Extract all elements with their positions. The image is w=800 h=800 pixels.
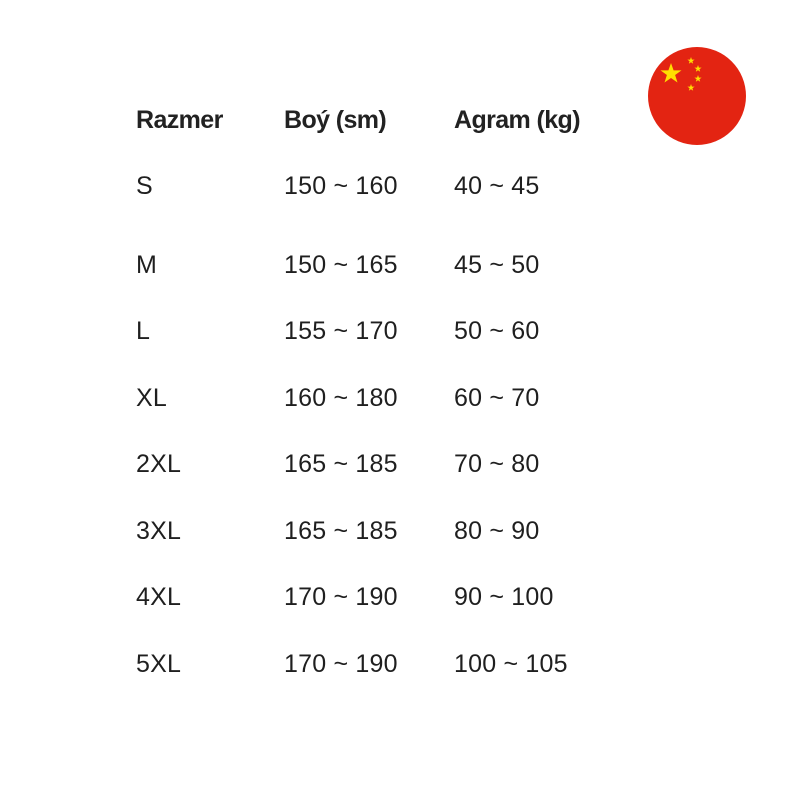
size-cell: M — [136, 250, 158, 279]
height-cell: 150 ~ 165 — [284, 250, 398, 279]
size-cell: S — [136, 171, 153, 200]
table-row — [136, 365, 614, 432]
weight-cell: 60 ~ 70 — [454, 383, 540, 412]
weight-cell: 50 ~ 60 — [454, 317, 540, 346]
weight-cell: 70 ~ 80 — [454, 450, 540, 479]
size-cell: L — [136, 317, 151, 346]
table-row — [136, 232, 614, 299]
table-row — [136, 299, 614, 366]
size-cell: 5XL — [136, 649, 182, 678]
height-cell: 165 ~ 185 — [284, 516, 398, 545]
header-size: Razmer — [136, 105, 223, 134]
height-cell: 160 ~ 180 — [284, 383, 398, 412]
weight-cell: 80 ~ 90 — [454, 516, 540, 545]
header-weight: Agram (kg) — [454, 105, 580, 134]
weight-cell: 100 ~ 105 — [454, 649, 568, 678]
china-flag-icon — [648, 47, 746, 145]
table-row — [136, 432, 614, 499]
table-row — [136, 631, 614, 698]
table-row — [136, 565, 614, 632]
header-height: Boý (sm) — [284, 105, 387, 134]
size-chart-table — [136, 100, 614, 698]
size-cell: XL — [136, 383, 167, 412]
height-cell: 170 ~ 190 — [284, 583, 398, 612]
size-cell: 2XL — [136, 450, 182, 479]
height-cell: 150 ~ 160 — [284, 171, 398, 200]
height-cell: 170 ~ 190 — [284, 649, 398, 678]
height-cell: 165 ~ 185 — [284, 450, 398, 479]
size-cell: 4XL — [136, 583, 182, 612]
table-row — [136, 498, 614, 565]
weight-cell: 40 ~ 45 — [454, 171, 540, 200]
table-header-row — [136, 100, 614, 166]
size-cell: 3XL — [136, 516, 182, 545]
weight-cell: 45 ~ 50 — [454, 250, 540, 279]
weight-cell: 90 ~ 100 — [454, 583, 554, 612]
table-row — [136, 166, 614, 232]
china-flag-graphic — [648, 47, 746, 145]
height-cell: 155 ~ 170 — [284, 317, 398, 346]
